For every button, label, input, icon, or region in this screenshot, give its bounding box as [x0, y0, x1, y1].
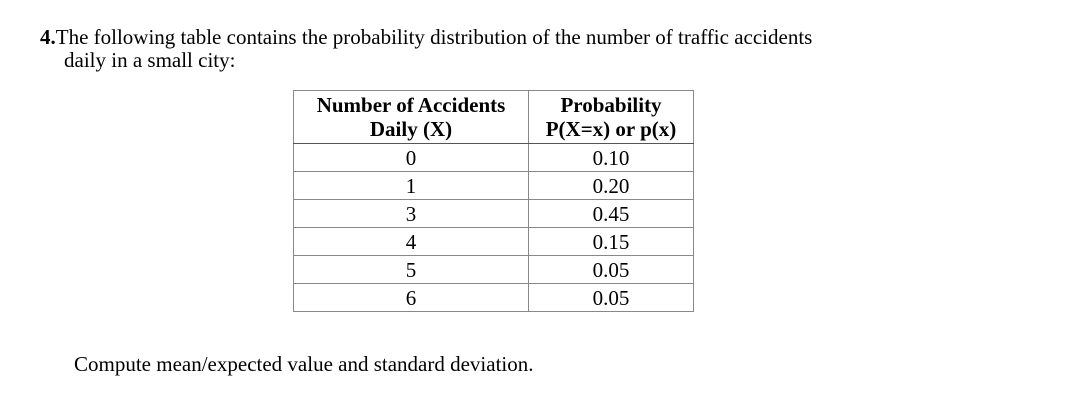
- table-row: [294, 284, 694, 312]
- table-row: [294, 256, 694, 284]
- cell-x: 1: [294, 172, 529, 200]
- header-accidents-line-2: Daily (X): [369, 117, 453, 141]
- instruction-text: Compute mean/expected value and standard deviation.: [74, 352, 534, 376]
- header-accidents: [294, 91, 529, 144]
- cell-probability: 0.15: [529, 228, 694, 256]
- table-row: [294, 228, 694, 256]
- question-line-1-text: The following table contains the probability distribution of the number of traffic accidents: [55, 25, 813, 49]
- header-probability-line-1: Probability: [560, 93, 662, 117]
- cell-probability: 0.45: [529, 200, 694, 228]
- table-header-row: [294, 91, 694, 144]
- cell-x: 0: [294, 144, 529, 172]
- probability-distribution-table: [293, 90, 694, 312]
- header-probability-line-2: P(X=x) or p(x): [545, 117, 677, 141]
- header-probability: [529, 91, 694, 144]
- question-line-1: [40, 26, 1040, 49]
- cell-probability: 0.20: [529, 172, 694, 200]
- question-line-2: daily in a small city:: [64, 48, 236, 72]
- header-accidents-line-1: Number of Accidents: [316, 93, 506, 117]
- cell-probability: 0.10: [529, 144, 694, 172]
- cell-x: 4: [294, 228, 529, 256]
- cell-x: 3: [294, 200, 529, 228]
- cell-probability: 0.05: [529, 256, 694, 284]
- question-text: [40, 26, 1040, 72]
- table-row: [294, 144, 694, 172]
- cell-x: 6: [294, 284, 529, 312]
- table-row: [294, 172, 694, 200]
- question-number: 4.: [40, 25, 56, 49]
- cell-probability: 0.05: [529, 284, 694, 312]
- table-row: [294, 200, 694, 228]
- cell-x: 5: [294, 256, 529, 284]
